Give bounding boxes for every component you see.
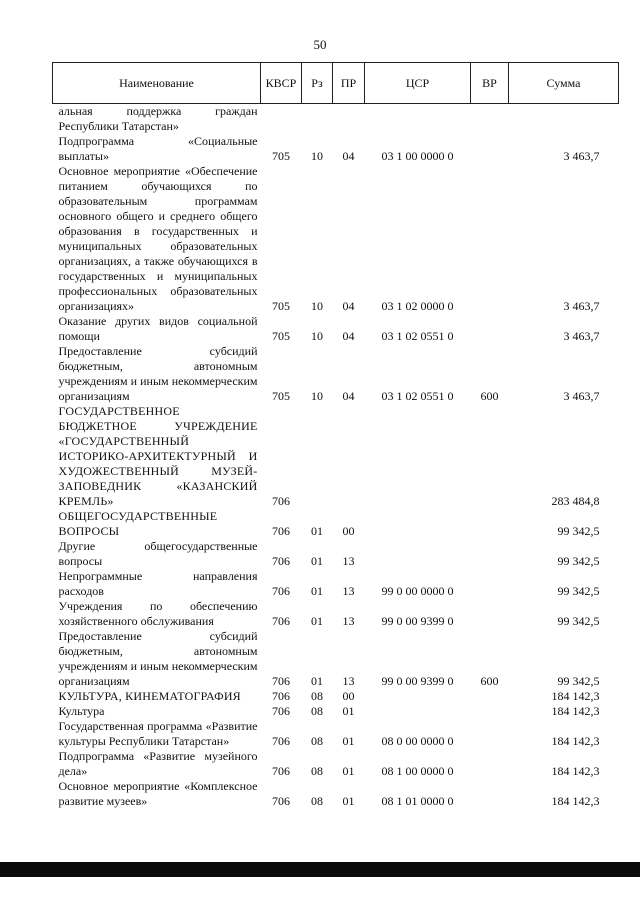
header-pr: ПР xyxy=(333,63,365,104)
row-pr: 04 xyxy=(342,389,355,403)
row-pr: 01 xyxy=(342,704,355,718)
row-rz xyxy=(302,404,333,509)
row-vr xyxy=(471,704,509,719)
row-name: Основное мероприятие «Комплексное развитие музеев» xyxy=(58,779,258,808)
row-sum: 184 142,3 xyxy=(551,794,600,808)
table-row xyxy=(53,779,619,809)
header-vr: ВР xyxy=(471,63,509,104)
row-kvsr: 706 xyxy=(272,524,290,538)
row-rz: 01 xyxy=(311,524,323,538)
row-pr xyxy=(333,104,365,135)
row-sum: 3 463,7 xyxy=(563,389,600,403)
row-vr xyxy=(471,509,509,539)
row-name: Основное мероприятие «Обеспечение питанием обучающихся по образовательным программам основного общего и среднего общего образования в государственных и муниципальных образовательных организациях, а также обучающихся в государственных и муниципальных профессиональных образовательных организациях» xyxy=(58,164,258,313)
row-csr: 99 0 00 9399 0 xyxy=(381,674,454,688)
row-pr: 04 xyxy=(342,299,355,313)
row-name: Оказание других видов социальной помощи xyxy=(58,314,258,343)
row-csr: 03 1 02 0000 0 xyxy=(381,299,454,313)
row-name: ГОСУДАРСТВЕННОЕ БЮДЖЕТНОЕ УЧРЕЖДЕНИЕ «ГОСУДАРСТВЕННЫЙ ИСТОРИКО-АРХИТЕКТУРНЫЙ И ХУДОЖЕСТВЕННЫЙ МУЗЕЙ-ЗАПОВЕДНИК «КАЗАНСКИЙ КРЕМЛЬ» xyxy=(58,404,258,508)
row-sum: 3 463,7 xyxy=(563,149,600,163)
row-pr: 04 xyxy=(342,329,355,343)
row-name: альная поддержка граждан Республики Татарстан» xyxy=(58,104,258,133)
row-vr xyxy=(471,689,509,704)
row-rz: 10 xyxy=(311,329,323,343)
page-number: 50 xyxy=(313,37,327,52)
table-row xyxy=(53,719,619,749)
row-pr: 13 xyxy=(342,674,355,688)
row-vr xyxy=(471,719,509,749)
row-rz: 08 xyxy=(311,734,323,748)
row-csr: 03 1 00 0000 0 xyxy=(381,149,454,163)
row-rz: 01 xyxy=(311,614,323,628)
row-rz: 08 xyxy=(311,794,323,808)
row-kvsr: 706 xyxy=(272,764,290,778)
row-pr: 01 xyxy=(342,734,355,748)
table-row xyxy=(53,404,619,509)
row-rz: 08 xyxy=(311,689,323,703)
row-vr xyxy=(471,164,509,314)
table-row xyxy=(53,569,619,599)
row-csr: 99 0 00 9399 0 xyxy=(381,614,454,628)
row-csr xyxy=(365,104,471,135)
row-rz: 01 xyxy=(311,674,323,688)
table-row xyxy=(53,314,619,344)
row-kvsr: 706 xyxy=(272,494,290,508)
row-csr: 08 1 01 0000 0 xyxy=(381,794,454,808)
row-csr xyxy=(365,539,471,569)
row-csr xyxy=(365,404,471,509)
row-pr: 13 xyxy=(342,614,355,628)
row-csr xyxy=(365,509,471,539)
row-csr: 03 1 02 0551 0 xyxy=(381,389,454,403)
row-rz xyxy=(302,104,333,135)
row-rz: 10 xyxy=(311,389,323,403)
header-name: Наименование xyxy=(53,63,261,104)
row-pr xyxy=(333,404,365,509)
row-kvsr: 706 xyxy=(272,704,290,718)
table-row xyxy=(53,599,619,629)
row-sum: 99 342,5 xyxy=(557,584,600,598)
header-kvsr: КВСР xyxy=(261,63,302,104)
row-vr xyxy=(471,104,509,135)
row-rz: 08 xyxy=(311,764,323,778)
row-rz: 01 xyxy=(311,554,323,568)
budget-table xyxy=(52,62,619,809)
row-vr xyxy=(471,779,509,809)
table-row xyxy=(53,134,619,164)
row-vr xyxy=(471,314,509,344)
table-row xyxy=(53,629,619,689)
row-vr xyxy=(471,599,509,629)
row-kvsr: 706 xyxy=(272,614,290,628)
row-sum: 3 463,7 xyxy=(563,329,600,343)
table-row xyxy=(53,509,619,539)
row-kvsr xyxy=(261,104,302,135)
scan-edge-bar xyxy=(0,862,640,877)
row-name: КУЛЬТУРА, КИНЕМАТОГРАФИЯ xyxy=(58,689,241,703)
row-kvsr: 706 xyxy=(272,689,290,703)
header-sum: Сумма xyxy=(509,63,619,104)
row-kvsr: 706 xyxy=(272,734,290,748)
row-sum: 3 463,7 xyxy=(563,299,600,313)
row-pr: 13 xyxy=(342,554,355,568)
row-sum: 184 142,3 xyxy=(551,704,600,718)
table-row xyxy=(53,344,619,404)
row-kvsr: 706 xyxy=(272,794,290,808)
row-name: Другие общегосударственные вопросы xyxy=(58,539,258,568)
table-row xyxy=(53,704,619,719)
row-kvsr: 705 xyxy=(272,299,290,313)
row-kvsr: 706 xyxy=(272,674,290,688)
row-kvsr: 706 xyxy=(272,554,290,568)
row-pr: 01 xyxy=(342,794,355,808)
row-csr: 08 0 00 0000 0 xyxy=(381,734,454,748)
row-sum xyxy=(509,104,619,135)
row-name: Подпрограмма «Социальные выплаты» xyxy=(58,134,258,163)
table-row xyxy=(53,749,619,779)
row-csr: 08 1 00 0000 0 xyxy=(381,764,454,778)
row-sum: 99 342,5 xyxy=(557,674,600,688)
row-vr xyxy=(471,134,509,164)
row-csr: 03 1 02 0551 0 xyxy=(381,329,454,343)
row-name: Культура xyxy=(58,704,105,718)
row-name: Непрограммные направления расходов xyxy=(58,569,258,598)
row-name: Предоставление субсидий бюджетным, автономным учреждениям и иным некоммерческим организациям xyxy=(58,344,258,403)
row-vr xyxy=(471,539,509,569)
row-rz: 08 xyxy=(311,704,323,718)
row-sum: 99 342,5 xyxy=(557,554,600,568)
row-name: Государственная программа «Развитие культуры Республики Татарстан» xyxy=(58,719,258,748)
row-kvsr: 705 xyxy=(272,389,290,403)
row-pr: 04 xyxy=(342,149,355,163)
row-csr xyxy=(365,704,471,719)
header-rz: Рз xyxy=(302,63,333,104)
row-sum: 184 142,3 xyxy=(551,764,600,778)
row-kvsr: 705 xyxy=(272,329,290,343)
row-kvsr: 705 xyxy=(272,149,290,163)
table-row xyxy=(53,164,619,314)
row-pr: 01 xyxy=(342,764,355,778)
table-row xyxy=(53,689,619,704)
row-rz: 10 xyxy=(311,149,323,163)
row-sum: 184 142,3 xyxy=(551,734,600,748)
row-vr: 600 xyxy=(480,674,499,688)
row-kvsr: 706 xyxy=(272,584,290,598)
row-pr: 13 xyxy=(342,584,355,598)
row-rz: 10 xyxy=(311,299,323,313)
row-sum: 283 484,8 xyxy=(551,494,600,508)
row-csr xyxy=(365,689,471,704)
header-csr: ЦСР xyxy=(365,63,471,104)
row-name: ОБЩЕГОСУДАРСТВЕННЫЕ ВОПРОСЫ xyxy=(58,509,218,538)
table-body xyxy=(53,104,619,810)
row-vr xyxy=(471,749,509,779)
row-vr: 600 xyxy=(480,389,499,403)
row-pr: 00 xyxy=(342,524,355,538)
row-rz: 01 xyxy=(311,584,323,598)
row-vr xyxy=(471,569,509,599)
row-sum: 99 342,5 xyxy=(557,524,600,538)
row-name: Подпрограмма «Развитие музейного дела» xyxy=(58,749,258,778)
row-pr: 00 xyxy=(342,689,355,703)
row-sum: 99 342,5 xyxy=(557,614,600,628)
table-row xyxy=(53,539,619,569)
row-csr: 99 0 00 0000 0 xyxy=(381,584,454,598)
table-header-row xyxy=(53,63,619,104)
row-name: Учреждения по обеспечению хозяйственного обслуживания xyxy=(58,599,258,628)
row-sum: 184 142,3 xyxy=(551,689,600,703)
row-vr xyxy=(471,404,509,509)
table-row xyxy=(53,104,619,135)
row-name: Предоставление субсидий бюджетным, автономным учреждениям и иным некоммерческим организациям xyxy=(58,629,258,688)
